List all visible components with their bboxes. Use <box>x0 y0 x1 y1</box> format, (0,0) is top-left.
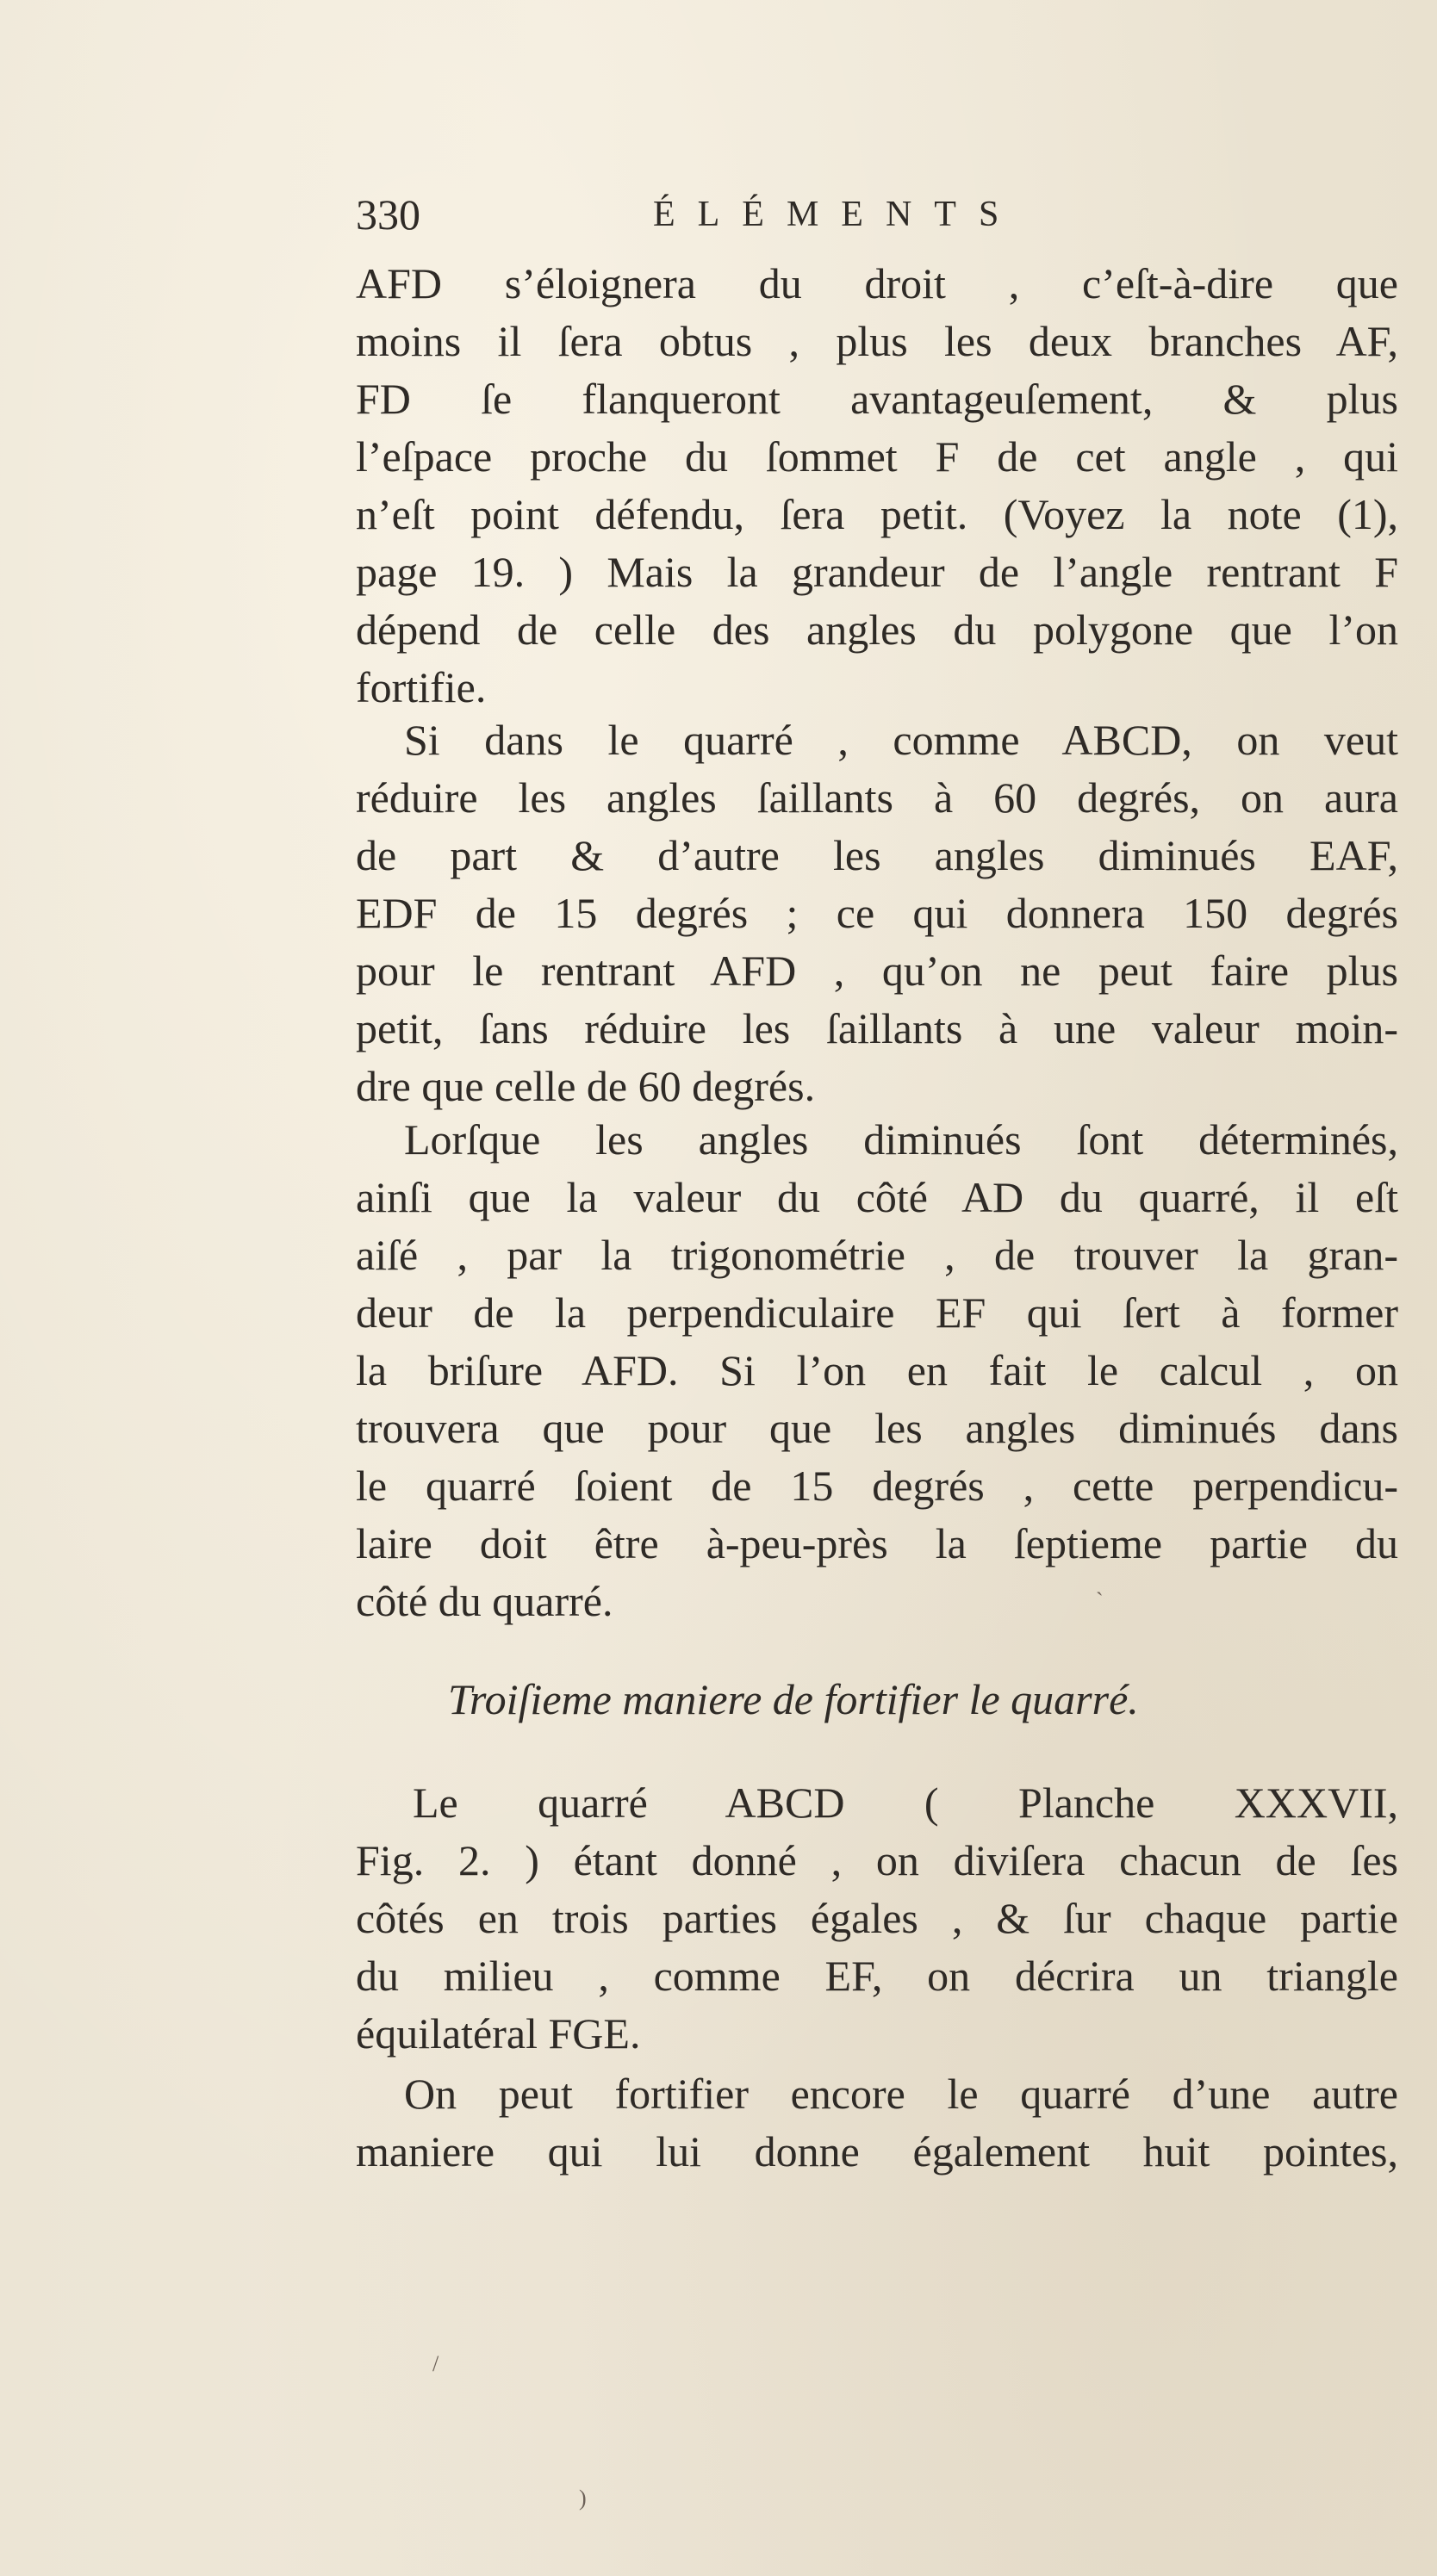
text-line: FD ſe flanqueront avantageuſement, & plus <box>356 375 1398 423</box>
stray-mark: / <box>432 2351 439 2376</box>
section-heading: Troiſieme maniere de fortifier le quarré. <box>448 1675 1139 1723</box>
paragraph-2 <box>356 711 1398 1110</box>
text-line: n’eſt point défendu, ſera petit. (Voyez la note (1), <box>356 490 1398 538</box>
text-line: moins il ſera obtus , plus les deux branches AF, <box>356 317 1398 365</box>
text-line: EDF de 15 degrés ; ce qui donnera 150 degrés <box>356 889 1398 937</box>
text-line: trouvera que pour que les angles diminués dans <box>356 1404 1398 1452</box>
text-line: réduire les angles ſaillants à 60 degrés, on aura <box>356 773 1398 822</box>
text-line: petit, ſans réduire les ſaillants à une valeur moin- <box>356 1004 1398 1052</box>
text-line: pour le rentrant AFD , qu’on ne peut faire plus <box>356 947 1398 995</box>
text-line: Si dans le quarré , comme ABCD, on veut <box>404 716 1398 764</box>
text-line: laire doit être à-peu-près la ſeptieme partie du <box>356 1519 1398 1567</box>
page-number: 330 <box>356 190 420 239</box>
text-line: deur de la perpendiculaire EF qui ſert à former <box>356 1288 1398 1337</box>
text-line: côtés en trois parties égales , & ſur chaque partie <box>356 1894 1398 1942</box>
text-line: On peut fortifier encore le quarré d’une autre <box>404 2070 1398 2118</box>
text-line: du milieu , comme EF, on décrira un triangle <box>356 1952 1398 2000</box>
text-line: Fig. 2. ) étant donné , on diviſera chacun de ſes <box>356 1836 1398 1884</box>
stray-mark: ` <box>1096 1588 1104 1613</box>
text-line: côté du quarré. <box>356 1577 613 1625</box>
text-line: dre que celle de 60 degrés. <box>356 1062 816 1110</box>
text-line: équilatéral FGE. <box>356 2009 641 2058</box>
text-line: maniere qui lui donne également huit pointes, <box>356 2127 1398 2176</box>
text-line: ainſi que la valeur du côté AD du quarré, il eſt <box>356 1173 1398 1221</box>
text-line: de part & d’autre les angles diminués EAF, <box>356 831 1398 879</box>
running-header <box>0 184 1437 245</box>
text-line: l’eſpace proche du ſommet F de cet angle , qui <box>356 432 1398 481</box>
paragraph-1 <box>356 255 1398 711</box>
running-title: ÉLÉMENTS <box>653 195 1022 234</box>
paragraph-5 <box>356 2065 1398 2194</box>
paragraph-3 <box>356 1111 1398 1625</box>
text-line: aiſé , par la trigonométrie , de trouver la gran- <box>356 1231 1398 1279</box>
text-line: la briſure AFD. Si l’on en fait le calcul , on <box>356 1346 1398 1394</box>
text-line: Le quarré ABCD ( Planche XXXVII, <box>413 1778 1398 1827</box>
text-line: Lorſque les angles diminués ſont déterminés, <box>404 1115 1398 1164</box>
text-line: fortifie. <box>356 663 487 711</box>
text-line: dépend de celle des angles du polygone que l’on <box>356 605 1398 654</box>
text-line: le quarré ſoient de 15 degrés , cette perpendicu- <box>356 1462 1398 1510</box>
text-line: AFD s’éloignera du droit , c’eſt-à-dire que <box>356 259 1398 307</box>
stray-mark: ) <box>579 2486 587 2511</box>
text-line: page 19. ) Mais la grandeur de l’angle rentrant F <box>356 548 1398 596</box>
paragraph-4 <box>356 1774 1398 2058</box>
